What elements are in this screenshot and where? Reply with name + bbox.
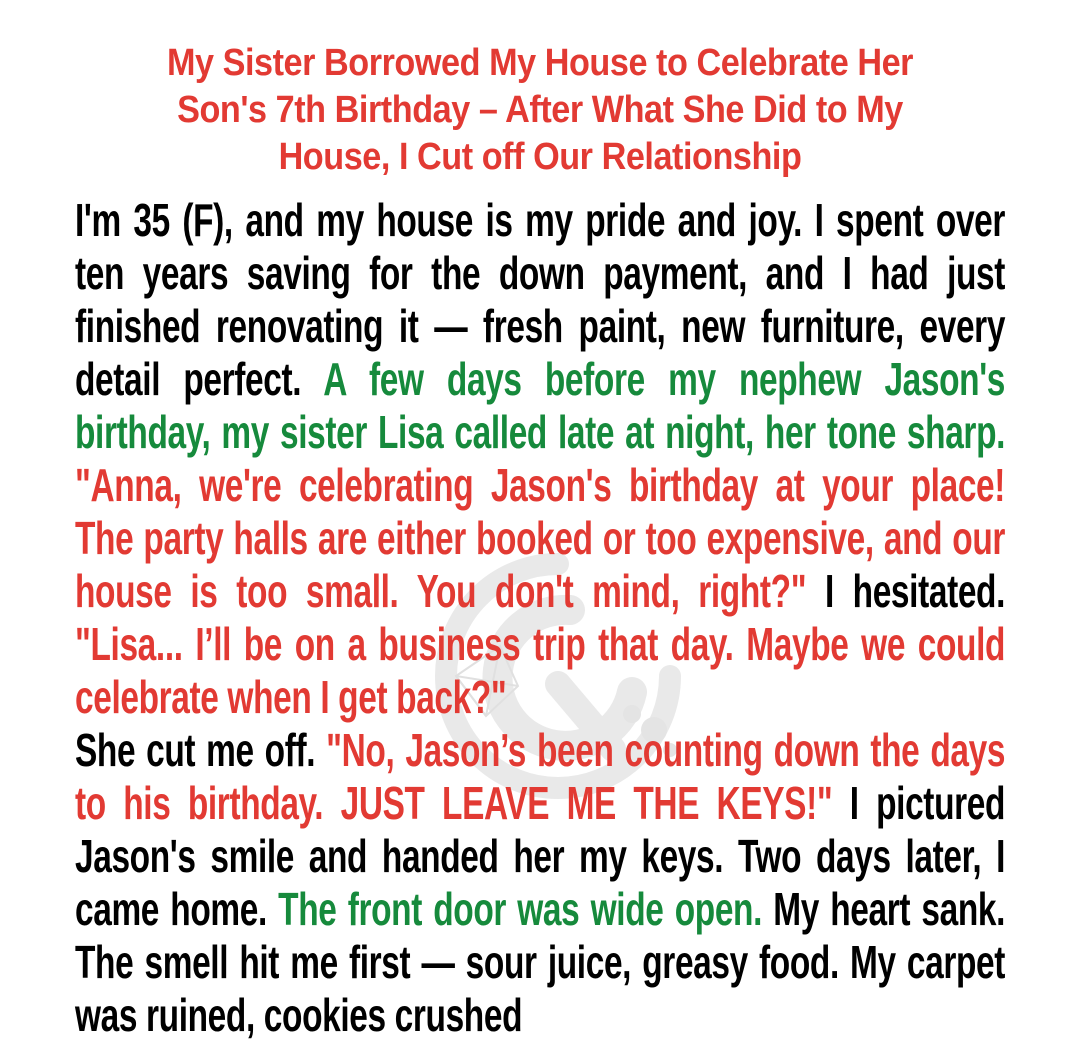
story-segment-hesitated: I hesitated.: [824, 565, 1006, 617]
story-segment-anna-reply: "Lisa... I’ll be on a business trip that day. Maybe we could celebrate when I get back?": [75, 618, 1006, 723]
story-segment-intro: I'm 35 (F), and my house is my pride and joy. I spent over ten years saving for the down payment, and I had just finished renovating it — fresh paint, new furniture, every detail perfect.: [75, 194, 1006, 405]
story-segment-lisa-demand: "Anna, we're celebrating Jason's birthday at your place! The party halls are either booked or too expensive, and our house is too small. You don't mind, right?": [75, 459, 1006, 617]
story-segment-setup: A few days before my nephew Jason's birthday, my sister Lisa called late at night, her tone sharp.: [75, 353, 1006, 458]
story-text: [75, 194, 1005, 1042]
story-segment-handed-keys: I pictured Jason's smile and handed her my keys. Two days later, I came home.: [75, 777, 1006, 935]
story-segment-door-open: The front door was wide open.: [278, 883, 774, 935]
story-segment-aftermath: My heart sank. The smell hit me first — sour juice, greasy food. My carpet was ruined, cookies crushed: [75, 883, 1006, 1041]
title-line-3: House, I Cut off Our Relationship: [278, 136, 802, 178]
page-title: [54, 40, 1026, 181]
story-segment-keys-demand: "No, Jason’s been counting down the days to his birthday. JUST LEAVE ME THE KEYS!": [75, 724, 1006, 829]
story-segment-cut-off: She cut me off.: [75, 724, 327, 776]
title-line-1: My Sister Borrowed My House to Celebrate Her: [166, 42, 914, 84]
title-line-2: Son's 7th Birthday – After What She Did to My: [177, 89, 903, 131]
